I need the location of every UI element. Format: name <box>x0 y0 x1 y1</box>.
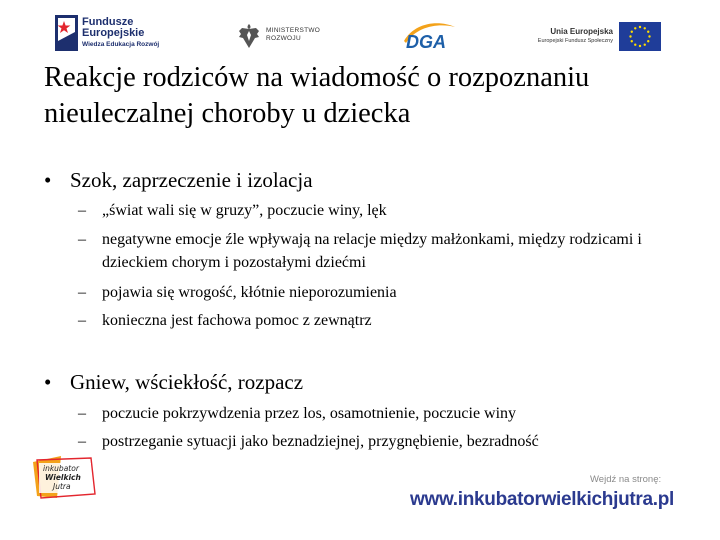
fe-line1: Fundusze <box>82 16 134 28</box>
fe-line3: Wiedza Edukacja Rozwój <box>82 41 160 48</box>
fundusze-europejskie-logo-text <box>82 17 159 50</box>
bullet-1 <box>44 167 313 193</box>
ministerstwo-line1: MINISTERSTWO <box>266 27 321 34</box>
dash-marker: – <box>78 312 86 329</box>
website-link[interactable]: www.inkubatorwielkichjutra.pl <box>410 489 675 510</box>
unia-line1: Unia Europejska <box>550 27 613 36</box>
inkubator-line2: Wielkich <box>45 473 81 482</box>
polish-eagle-emblem-icon <box>237 22 261 50</box>
sub-bullet-1-1-text: „świat wali się w gruzy”, poczucie winy, lęk <box>102 202 387 219</box>
dash-marker: – <box>78 405 86 422</box>
eu-flag-icon <box>619 22 661 51</box>
sub-bullet-1-4 <box>78 309 678 332</box>
fundusze-europejskie-flag-icon <box>55 15 78 51</box>
slide-title: Reakcje rodziców na wiadomość o rozpoznaniu nieuleczalnej choroby u dziecka <box>44 62 590 129</box>
bullet-2-text: Gniew, wściekłość, rozpacz <box>70 370 304 394</box>
ministerstwo-line2: ROZWOJU <box>266 35 301 42</box>
bullet-marker: • <box>44 168 52 192</box>
sub-bullet-1-4-text: konieczna jest fachowa pomoc z zewnątrz <box>102 312 372 329</box>
sub-bullet-2-1 <box>78 402 678 425</box>
sub-bullet-1-2-text: negatywne emocje źle wpływają na relacje między małżonkami, między rodzicami i dzieckiem chorym i pozostałymi dziećmi <box>102 231 642 271</box>
inkubator-logo-icon <box>31 452 97 502</box>
bullet-2 <box>44 369 303 395</box>
unia-europejska-logo-text <box>527 27 613 45</box>
dga-label: DGA <box>406 32 446 51</box>
link-label: Wejdź na stronę: <box>590 474 662 485</box>
dga-logo-icon <box>401 21 457 51</box>
dash-marker: – <box>78 284 86 301</box>
sub-bullet-1-3 <box>78 281 678 304</box>
dash-marker: – <box>78 433 86 450</box>
inkubator-line3: Jutra <box>53 482 71 491</box>
sub-bullet-2-1-text: poczucie pokrzywdzenia przez los, osamotnienie, poczucie winy <box>102 405 517 422</box>
sub-bullet-1-2 <box>78 228 678 274</box>
sub-bullet-1-1 <box>78 199 678 222</box>
bullet-1-text: Szok, zaprzeczenie i izolacja <box>70 168 313 192</box>
fe-line2: Europejskie <box>82 27 145 39</box>
dash-marker: – <box>78 202 86 219</box>
ministerstwo-rozwoju-logo-text <box>266 27 320 43</box>
sub-bullet-2-2 <box>78 430 678 453</box>
sub-bullet-1-3-text: pojawia się wrogość, kłótnie nieporozumienia <box>102 284 397 301</box>
dash-marker: – <box>78 231 86 248</box>
inkubator-line1: inkubator <box>43 464 79 473</box>
unia-line2: Europejski Fundusz Społeczny <box>537 38 613 44</box>
logo-bar <box>0 0 720 60</box>
bullet-marker: • <box>44 370 52 394</box>
sub-bullet-2-2-text: postrzeganie sytuacji jako beznadziejnej, przygnębienie, bezradność <box>102 433 539 450</box>
